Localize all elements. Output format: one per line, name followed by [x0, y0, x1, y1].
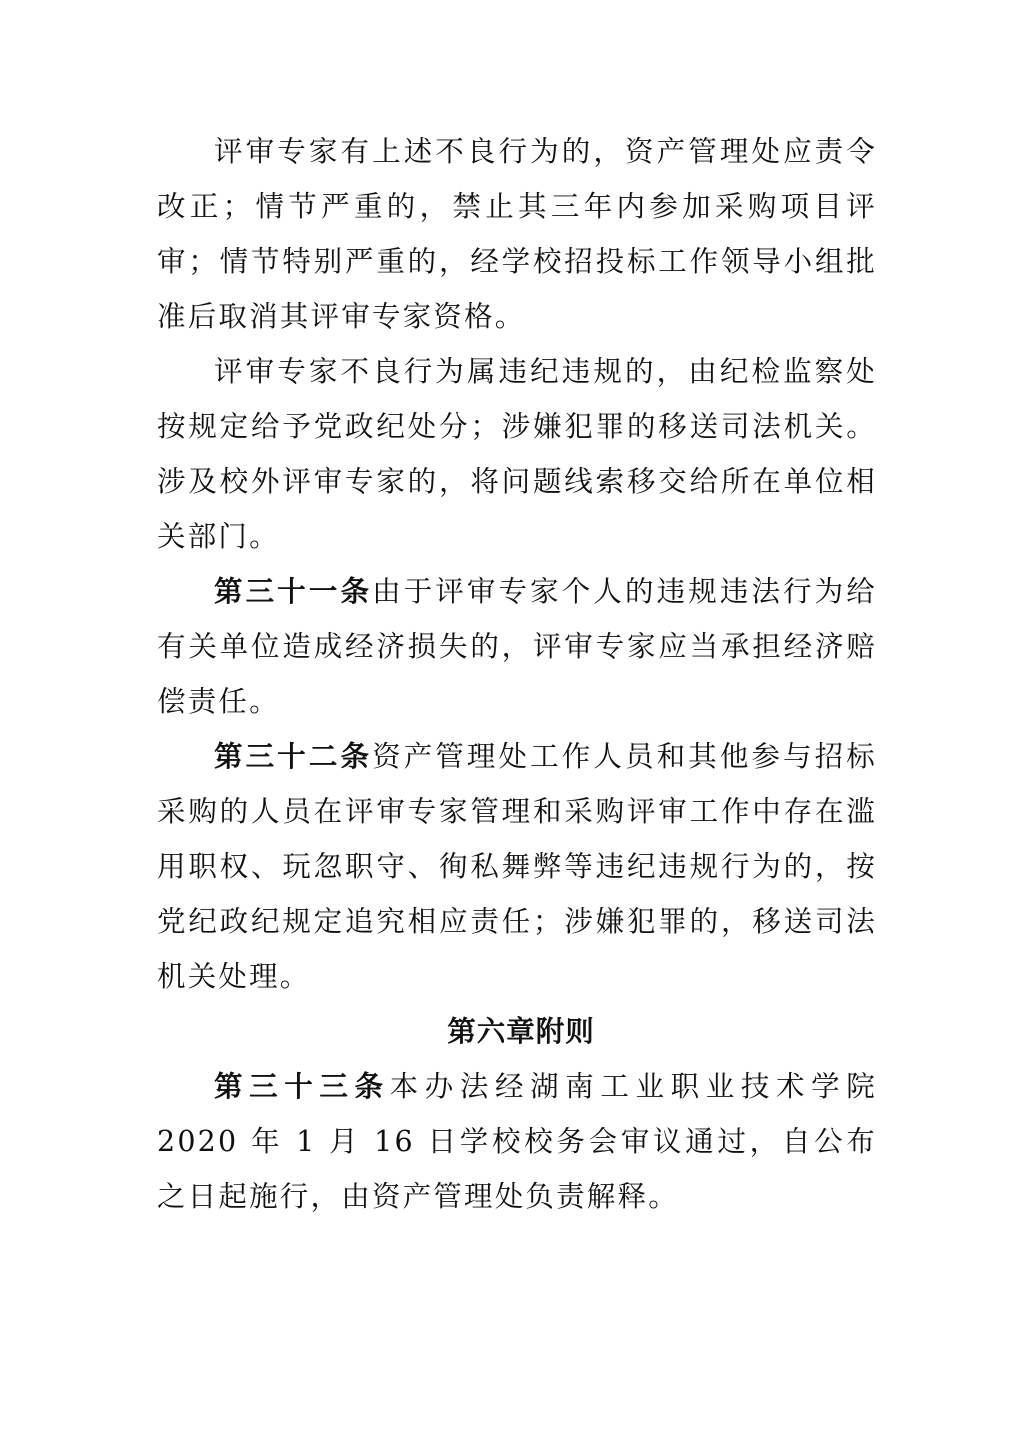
article-32-label: 第三十二条 [214, 739, 373, 773]
article-33-label: 第三十三条 [214, 1069, 390, 1103]
article-31 [157, 564, 877, 729]
paragraph-expert-misconduct-penalty: 评审专家有上述不良行为的，资产管理处应责令改正；情节严重的，禁止其三年内参加采购项目评审；情节特别严重的，经学校招投标工作领导小组批准后取消其评审专家资格。 [157, 135, 877, 333]
article-31-text: 由于评审专家个人的违规违法行为给有关单位造成经济损失的，评审专家应当承担经济赔偿责任。 [157, 575, 877, 718]
article-33-text: 本办法经湖南工业职业技术学院 2020 年 1 月 16 日学校校务会审议通过，自公布之日起施行，由资产管理处负责解释。 [157, 1070, 877, 1213]
chapter-title: 第六章附则 [447, 1014, 595, 1048]
article-32 [157, 729, 877, 1004]
article-32-text: 资产管理处工作人员和其他参与招标采购的人员在评审专家管理和采购评审工作中存在滥用职权、玩忽职守、徇私舞弊等违纪违规行为的，按党纪政纪规定追究相应责任；涉嫌犯罪的，移送司法机关处理。 [157, 740, 877, 993]
document-body [157, 124, 877, 1224]
paragraph-expert-discipline-referral: 评审专家不良行为属违纪违规的，由纪检监察处按规定给予党政纪处分；涉嫌犯罪的移送司法机关。涉及校外评审专家的，将问题线索移交给所在单位相关部门。 [157, 355, 877, 553]
article-31-label: 第三十一条 [214, 574, 373, 608]
article-33 [157, 1059, 877, 1224]
